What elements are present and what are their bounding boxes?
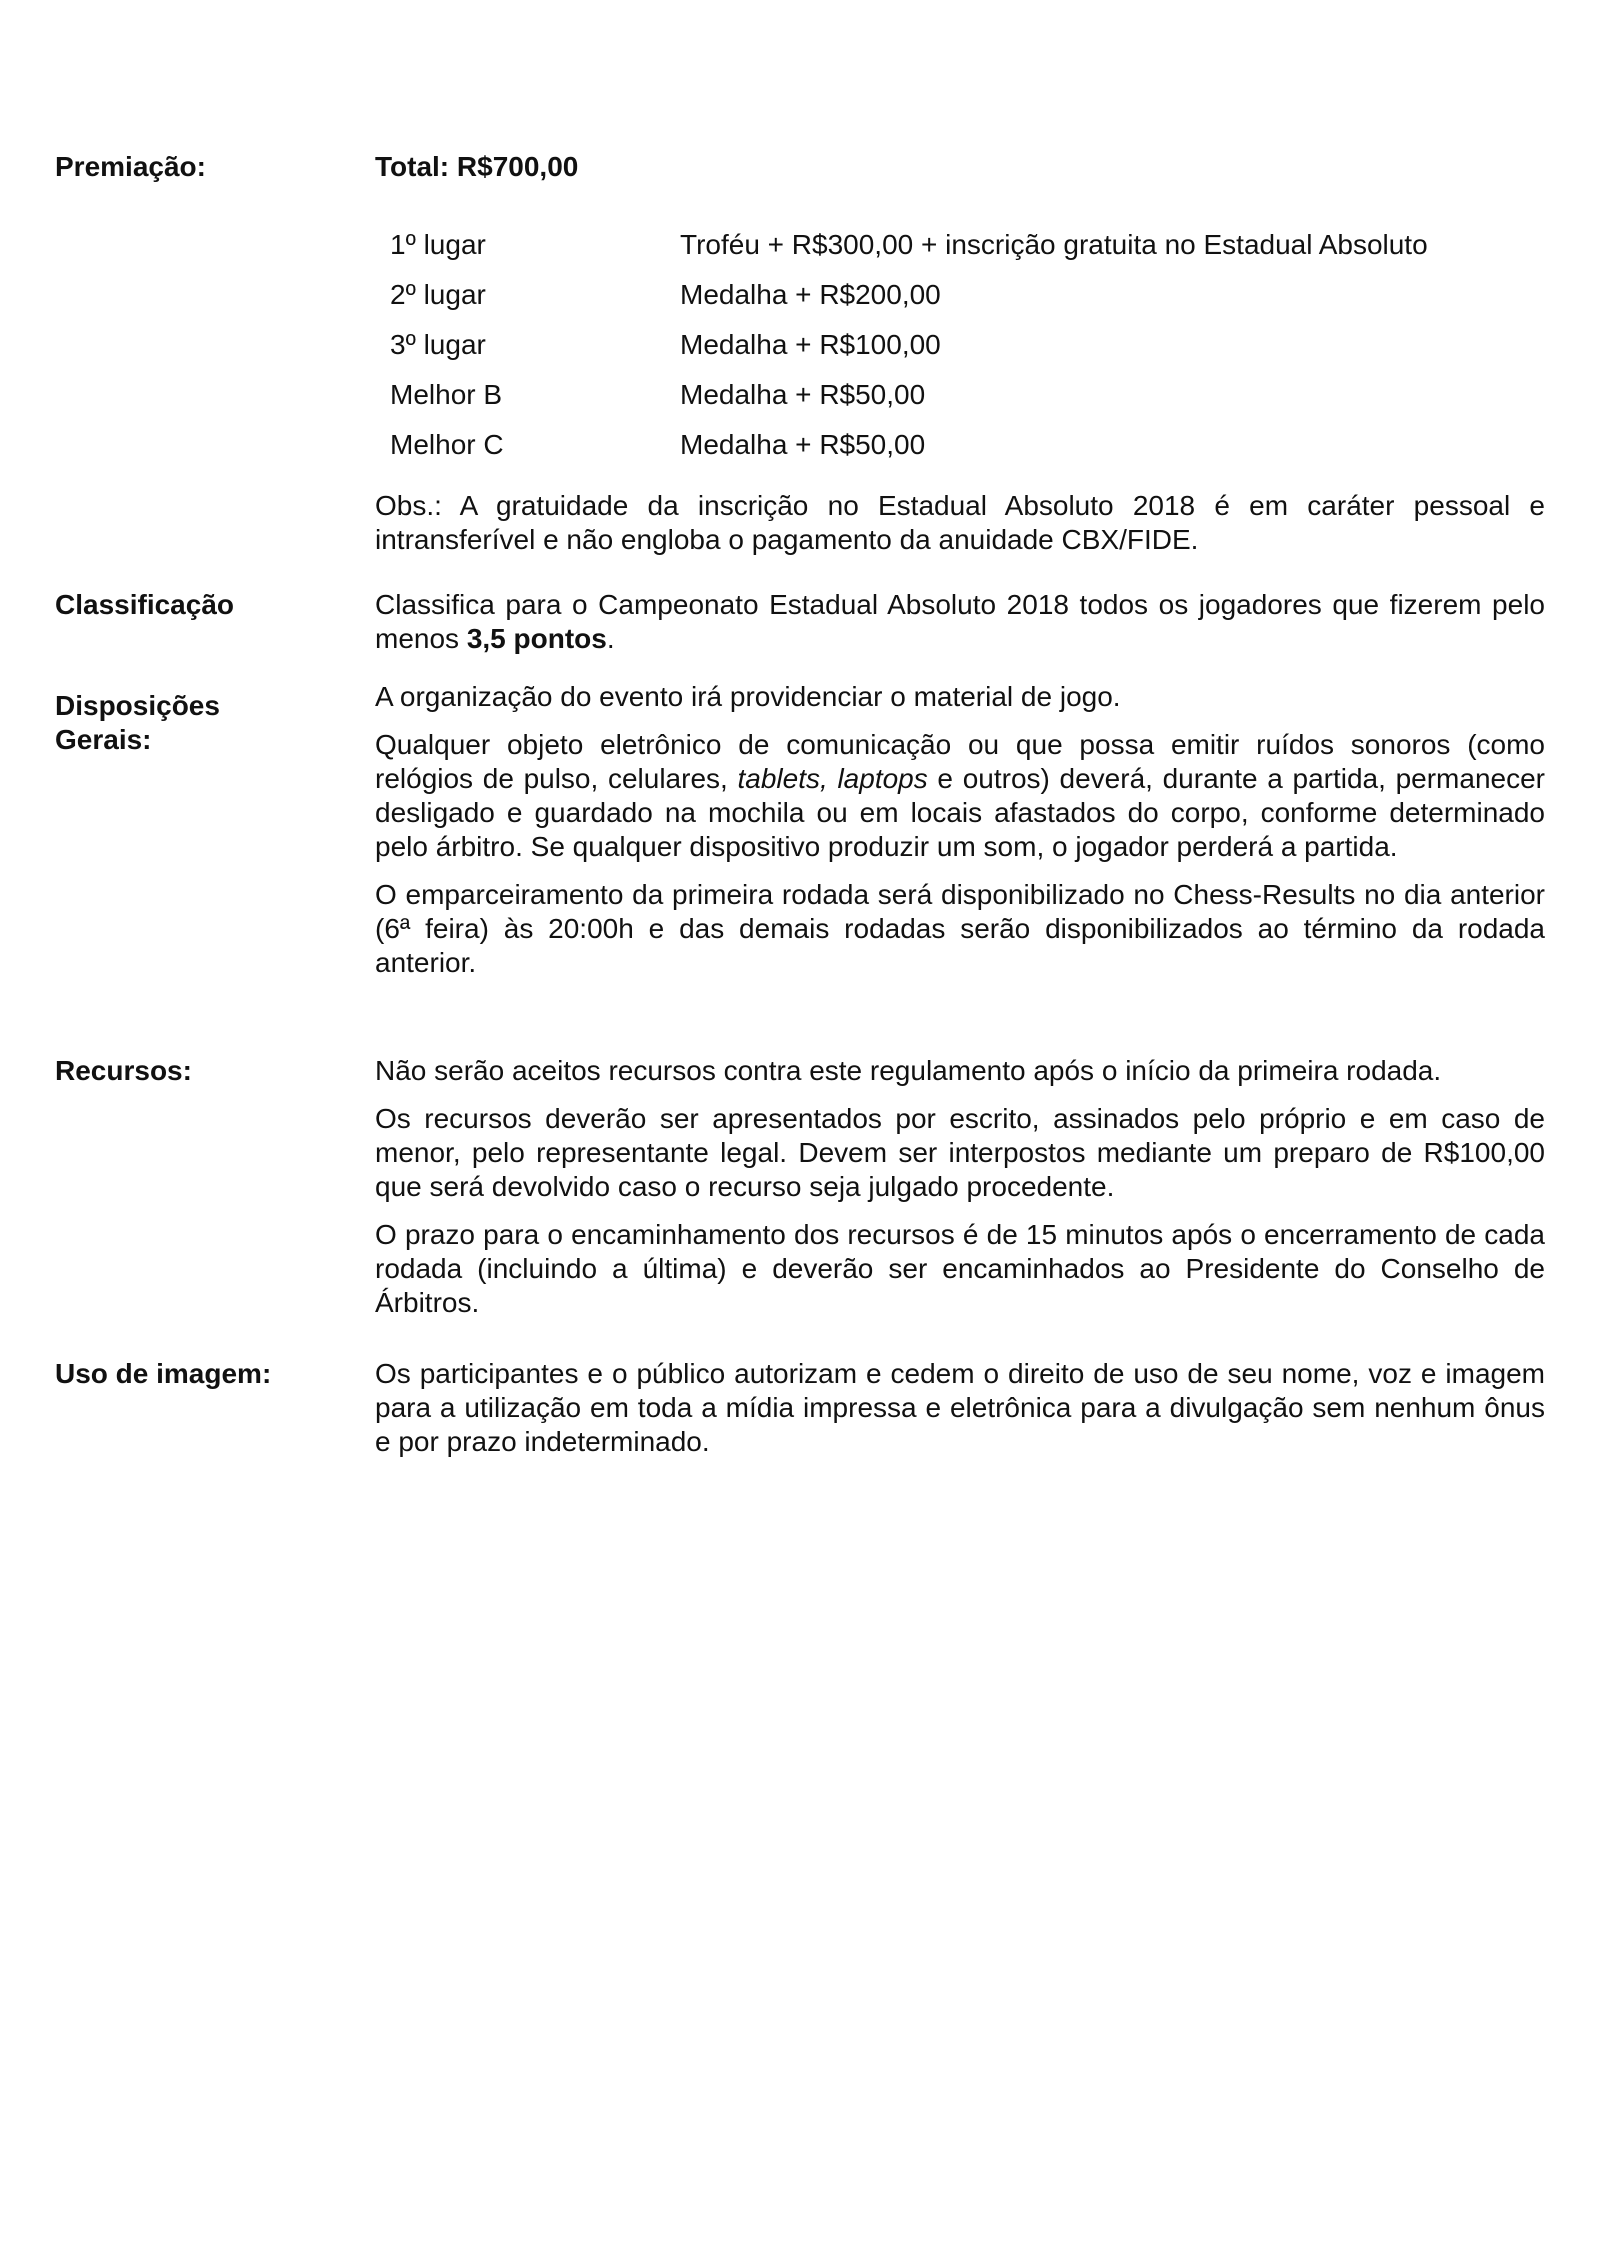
prize-row (390, 428, 1540, 478)
recursos-p1: Não serão aceitos recursos contra este regulamento após o início da primeira rodada. (375, 1055, 1442, 1086)
prize-place: Melhor B (390, 379, 503, 410)
recursos-p2: Os recursos deverão ser apresentados por escrito, assinados pelo próprio e em caso de menor, pelo representante legal. Devem ser interpostos mediante um preparo de R$100,00 que será devolvido caso o recurso seja julgado procedente. (375, 1103, 1545, 1202)
recursos-block (375, 1054, 1545, 1334)
classificacao-text (375, 588, 1545, 656)
classificacao-text-after: . (606, 623, 615, 654)
prize-reward: Medalha + R$50,00 (680, 429, 926, 460)
classificacao-text-before: Classifica para o Campeonato Estadual Absoluto 2018 todos os jogadores que fizerem pelo menos (375, 589, 1545, 654)
premiacao-total: Total: R$700,00 (375, 151, 579, 182)
disposicoes-p1: A organização do evento irá providenciar o material de jogo. (375, 681, 1121, 712)
disposicoes-p2-after: e outros) deverá, durante a partida, permanecer desligado e guardado na mochila ou em locais afastados do corpo, conforme determinado pelo árbitro. Se qualquer dispositivo produzir um som, o jogador perderá a partida. (375, 763, 1545, 862)
disposicoes-label (55, 689, 355, 757)
premiacao-label: Premiação: (55, 151, 206, 182)
classificacao-block (375, 588, 1545, 670)
classificacao-points: 3,5 pontos (466, 623, 607, 654)
prize-reward: Medalha + R$100,00 (680, 329, 941, 360)
disposicoes-label-line2: Gerais: (55, 724, 152, 755)
disposicoes-p2-devices: tablets, laptops (737, 763, 928, 794)
uso-imagem-block (375, 1357, 1545, 1473)
uso-imagem-label: Uso de imagem: (55, 1358, 272, 1389)
premiacao-obs-block (375, 489, 1545, 571)
disposicoes-label-line1: Disposições (55, 690, 220, 721)
disposicoes-p3: O emparceiramento da primeira rodada será disponibilizado no Chess-Results no dia anterior (6ª feira) às 20:00h e das demais rodadas serão disponibilizados ao término da rodada anterior. (375, 879, 1545, 978)
prize-reward: Medalha + R$50,00 (680, 379, 926, 410)
prize-table (390, 228, 1540, 478)
uso-imagem-p1: Os participantes e o público autorizam e cedem o direito de uso de seu nome, voz e imagem para a utilização em toda a mídia impressa e eletrônica para a divulgação sem nenhum ônus e por prazo indeterminado. (375, 1358, 1545, 1457)
prize-place: 2º lugar (390, 279, 486, 310)
disposicoes-block (375, 680, 1545, 994)
premiacao-obs: Obs.: A gratuidade da inscrição no Estadual Absoluto 2018 é em caráter pessoal e intransferível e não engloba o pagamento da anuidade CBX/FIDE. (375, 490, 1545, 555)
prize-place: 3º lugar (390, 329, 486, 360)
prize-row (390, 278, 1540, 328)
prize-reward: Troféu + R$300,00 + inscrição gratuita no Estadual Absoluto (680, 229, 1428, 260)
prize-row (390, 378, 1540, 428)
prize-row (390, 328, 1540, 378)
recursos-label: Recursos: (55, 1055, 192, 1086)
prize-reward: Medalha + R$200,00 (680, 279, 941, 310)
disposicoes-p2-before: Qualquer objeto eletrônico de comunicação ou que possa emitir ruídos sonoros (como relógios de pulso, celulares, (375, 729, 1545, 794)
prize-place: Melhor C (390, 429, 504, 460)
classificacao-label: Classificação (55, 589, 234, 620)
prize-place: 1º lugar (390, 229, 486, 260)
prize-row (390, 228, 1540, 278)
disposicoes-p2 (375, 728, 1545, 864)
recursos-p3: O prazo para o encaminhamento dos recursos é de 15 minutos após o encerramento de cada rodada (incluindo a última) e deverão ser encaminhados ao Presidente do Conselho de Árbitros. (375, 1219, 1545, 1318)
